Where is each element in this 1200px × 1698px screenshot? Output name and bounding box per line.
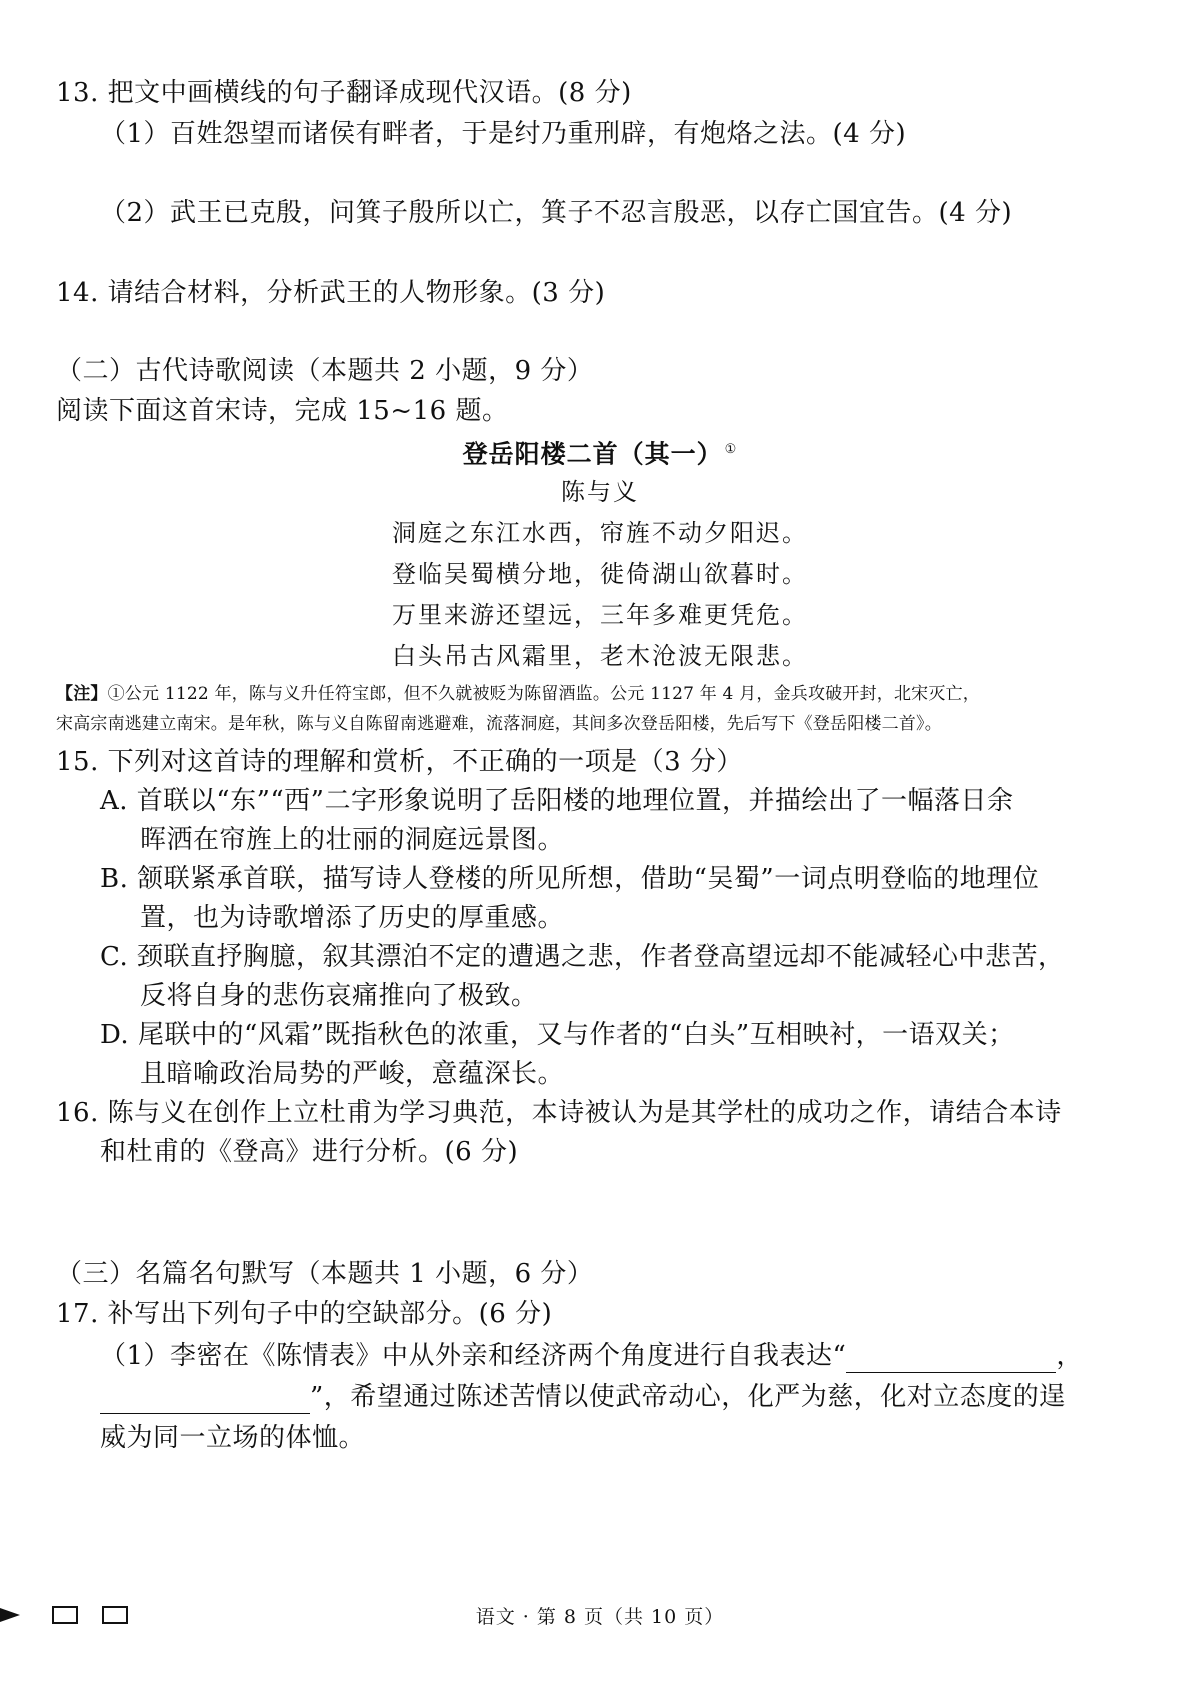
q17-s1-comma: ， bbox=[1056, 1341, 1083, 1371]
q16-line-2: 和杜甫的《登高》进行分析。(6 分) bbox=[100, 1137, 519, 1167]
q15-option-d-cont: 且暗喻政治局势的严峻，意蕴深长。 bbox=[140, 1059, 565, 1089]
poem-author: 陈与义 bbox=[561, 478, 639, 506]
section2-intro: 阅读下面这首宋诗，完成 15~16 题。 bbox=[56, 396, 509, 426]
q17-title: 17. 补写出下列句子中的空缺部分。(6 分) bbox=[56, 1299, 553, 1329]
poem-note-mark: ① bbox=[724, 442, 738, 457]
section3-heading: （三）名篇名句默写（本题共 1 小题，6 分） bbox=[56, 1259, 594, 1289]
q15-option-d: D. 尾联中的“风霜”既指秋色的浓重，又与作者的“白头”互相映衬，一语双关； bbox=[100, 1020, 1015, 1050]
q14-title: 14. 请结合材料，分析武王的人物形象。(3 分) bbox=[56, 278, 606, 308]
q13-sentence-2: （2）武王已克殷，问箕子殷所以亡，箕子不忍言殷恶，以存亡国宜告。(4 分) bbox=[100, 198, 1013, 228]
q15-option-a-cont: 晖洒在帘旌上的壮丽的洞庭远景图。 bbox=[140, 825, 565, 855]
poem-line-3: 万里来游还望远，三年多难更凭危。 bbox=[392, 601, 808, 629]
q15-option-c: C. 颈联直抒胸臆，叙其漂泊不定的遭遇之悲，作者登高望远却不能减轻心中悲苦， bbox=[100, 942, 1065, 972]
poem-note-line-2: 宋高宗南逃建立南宋。是年秋，陈与义自陈留南逃避难，流落洞庭，其间多次登岳阳楼，先后写下《登岳阳楼二首》。 bbox=[56, 714, 942, 734]
q17-sentence-1-end: 威为同一立场的体恤。 bbox=[100, 1423, 366, 1453]
q16-line-1: 16. 陈与义在创作上立杜甫为学习典范，本诗被认为是其学杜的成功之作，请结合本诗 bbox=[56, 1098, 1062, 1128]
page-footer: 语文 · 第 8 页（共 10 页） bbox=[475, 1606, 725, 1628]
poem-title-text: 登岳阳楼二首（其一） bbox=[462, 439, 723, 469]
q15-option-b-cont: 置，也为诗歌增添了历史的厚重感。 bbox=[140, 903, 565, 933]
answer-blank-1[interactable] bbox=[846, 1348, 1056, 1373]
q15-option-c-cont: 反将自身的悲伤哀痛推向了极致。 bbox=[140, 981, 538, 1011]
note-text-1: ①公元 1122 年，陈与义升任符宝郎，但不久就被贬为陈留酒监。公元 1127 年 4 月，金兵攻破开封，北宋灭亡， bbox=[107, 684, 980, 704]
poem-line-2: 登临吴蜀横分地，徙倚湖山欲暮时。 bbox=[392, 560, 808, 588]
q17-sentence-1-cont bbox=[100, 1380, 1066, 1414]
poem-line-4: 白头吊古风霜里，老木沧波无限悲。 bbox=[392, 642, 808, 670]
q15-option-a: A. 首联以“东”“西”二字形象说明了岳阳楼的地理位置，并描绘出了一幅落日余 bbox=[100, 786, 1014, 816]
poem-title bbox=[0, 434, 1200, 470]
answer-blank-2[interactable] bbox=[100, 1389, 310, 1414]
q17-s1-text: （1）李密在《陈情表》中从外亲和经济两个角度进行自我表达“ bbox=[100, 1341, 847, 1371]
poem-line-1: 洞庭之东江水西，帘旌不动夕阳迟。 bbox=[392, 519, 808, 547]
q17-sentence-1 bbox=[100, 1339, 1083, 1373]
q15-title: 15. 下列对这首诗的理解和赏析，不正确的一项是（3 分） bbox=[56, 747, 743, 777]
q13-sentence-1: （1）百姓怨望而诸侯有畔者，于是纣乃重刑辟，有炮烙之法。(4 分) bbox=[100, 119, 907, 149]
section2-heading: （二）古代诗歌阅读（本题共 2 小题，9 分） bbox=[56, 356, 594, 386]
q15-option-b: B. 颔联紧承首联，描写诗人登楼的所见所想，借助“吴蜀”一词点明登临的地理位 bbox=[100, 864, 1040, 894]
note-label: 【注】 bbox=[56, 684, 108, 704]
q13-title: 13. 把文中画横线的句子翻译成现代汉语。(8 分) bbox=[56, 78, 632, 108]
poem-note-line-1 bbox=[56, 682, 980, 706]
q17-s1-cont-text: ”，希望通过陈述苦情以使武帝动心，化严为慈，化对立态度的逞 bbox=[310, 1382, 1066, 1412]
